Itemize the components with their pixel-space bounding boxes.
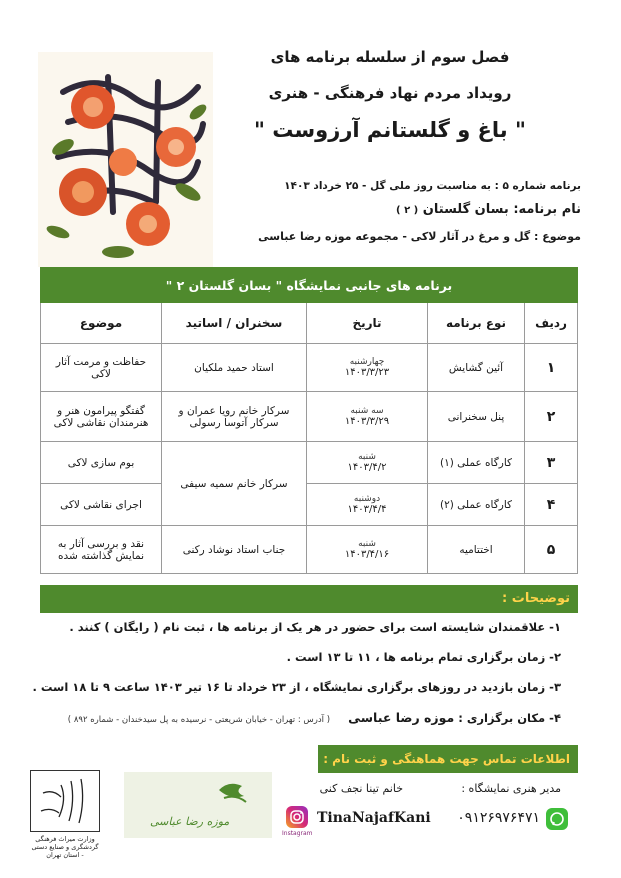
speaker: سرکار خانم سمیه سیفی — [162, 442, 307, 526]
col-row-number: ردیف — [525, 303, 578, 344]
table-row — [41, 442, 578, 484]
program-type: آئین گشایش — [428, 344, 525, 392]
speaker: سرکار خانم رویا عمران و سرکار آتوسا رسولی — [162, 392, 307, 442]
row-number: ۳ — [525, 442, 578, 484]
row-number: ۲ — [525, 392, 578, 442]
table-title: برنامه های جانبی نمایشگاه " بسان گلستان ۲ " — [41, 268, 578, 303]
notes-heading: توضیحات : — [40, 585, 578, 613]
manager-label: مدیر هنری نمایشگاه : — [461, 782, 561, 795]
reza-abbasi-museum-logo — [124, 772, 272, 838]
program-type: کارگاه عملی (۲) — [428, 484, 525, 526]
program-type: پنل سخنرانی — [428, 392, 525, 442]
venue-address: ( آدرس : تهران - خیابان شریعتی - نرسیده به پل سیدخندان - شماره ۸۹۲ ) — [67, 715, 331, 725]
ministry-caption: وزارت میراث فرهنگی گردشگری و صنایع دستی - استان تهران — [31, 835, 99, 859]
program-type: کارگاه عملی (۱) — [428, 442, 525, 484]
ministry-logo — [30, 770, 100, 832]
date-value: ۱۴۰۳/۴/۴ — [347, 504, 387, 515]
date-day: سه شنبه — [350, 406, 384, 416]
instagram-caption: Instagram — [282, 830, 313, 837]
topic: نقد و بررسی آثار به نمایش گذاشته شده — [41, 526, 162, 574]
date-cell — [307, 526, 428, 574]
note-item: ۳- زمان بازدید در روزهای برگزاری نمایشگاه ، از ۲۳ خرداد تا ۱۶ تیر ۱۴۰۳ ساعت ۹ تا ۱۸ است . — [32, 680, 561, 694]
date-day: شنبه — [358, 539, 376, 549]
table-row — [41, 392, 578, 442]
date-day: چهارشنبه — [349, 357, 385, 367]
date-cell — [307, 484, 428, 526]
venue-note — [68, 710, 561, 725]
whatsapp-icon — [546, 808, 568, 830]
table-row — [41, 526, 578, 574]
row-number: ۵ — [525, 526, 578, 574]
date-cell — [307, 344, 428, 392]
header-line-1: فصل سوم از سلسله برنامه های — [270, 48, 510, 66]
row-number: ۴ — [525, 484, 578, 526]
venue-label: ۴- مکان برگزاری : — [458, 711, 561, 725]
date-cell — [307, 442, 428, 484]
col-date: تاریخ — [307, 303, 428, 344]
event-title: " باغ و گلستانم آرزوست " — [254, 118, 526, 142]
table-row — [41, 484, 578, 526]
phone-number[interactable]: ۰۹۱۲۶۹۷۶۴۷۱ — [457, 810, 540, 826]
occasion-line: برنامه شماره ۵ : به مناسبت روز ملی گل - ۲۵ خرداد ۱۴۰۳ — [284, 180, 581, 192]
subject-text: گل و مرغ در آثار لاکی - مجموعه موزه رضا عباسی — [258, 230, 531, 243]
col-program-type: نوع برنامه — [428, 303, 525, 344]
program-number: ( ۲ ) — [396, 205, 419, 216]
program-name: بسان گلستان — [422, 202, 509, 217]
instagram-handle[interactable]: TinaNajafKani — [317, 810, 431, 826]
contact-heading: اطلاعات تماس جهت هماهنگی و ثبت نام : — [318, 745, 578, 773]
note-item: ۱- علاقمندان شایسته است برای حضور در هر یک از برنامه ها ، ثبت نام ( رایگان ) کنند . — [69, 620, 561, 634]
subject-label: موضوع : — [534, 230, 581, 243]
subject-line — [258, 230, 581, 243]
program-type: اختتامیه — [428, 526, 525, 574]
museum-name: موزه رضا عباسی — [150, 815, 230, 828]
program-label: نام برنامه: — [513, 202, 581, 217]
date-day: دوشنبه — [353, 494, 381, 504]
date-cell — [307, 392, 428, 442]
date-value: ۱۴۰۳/۳/۲۹ — [344, 416, 390, 427]
header-line-2: رویداد مردم نهاد فرهنگی - هنری — [268, 84, 512, 102]
topic: گفتگو پیرامون هنر و هنرمندان نقاشی لاکی — [41, 392, 162, 442]
speaker: استاد حمید ملکیان — [162, 344, 307, 392]
date-value: ۱۴۰۳/۴/۱۶ — [344, 549, 390, 560]
topic: اجرای نقاشی لاکی — [41, 484, 162, 526]
speaker: جناب استاد نوشاد رکنی — [162, 526, 307, 574]
date-value: ۱۴۰۳/۳/۲۳ — [344, 367, 390, 378]
program-name-line — [396, 202, 581, 217]
venue-name: موزه رضا عباسی — [348, 710, 455, 725]
table-header-row — [41, 303, 578, 344]
manager-name: خانم تینا نجف کنی — [319, 782, 403, 795]
floral-calligraphy-artwork — [38, 52, 213, 267]
col-topic: موضوع — [41, 303, 162, 344]
col-speaker: سخنران / اساتید — [162, 303, 307, 344]
schedule-table — [40, 267, 578, 574]
topic: حفاظت و مرمت آثار لاکی — [41, 344, 162, 392]
row-number: ۱ — [525, 344, 578, 392]
date-value: ۱۴۰۳/۴/۲ — [347, 462, 387, 473]
note-item: ۲- زمان برگزاری تمام برنامه ها ، ۱۱ تا ۱۳ است . — [286, 650, 561, 664]
date-day: شنبه — [358, 452, 376, 462]
table-row — [41, 344, 578, 392]
instagram-icon — [286, 806, 308, 828]
topic: بوم سازی لاکی — [41, 442, 162, 484]
